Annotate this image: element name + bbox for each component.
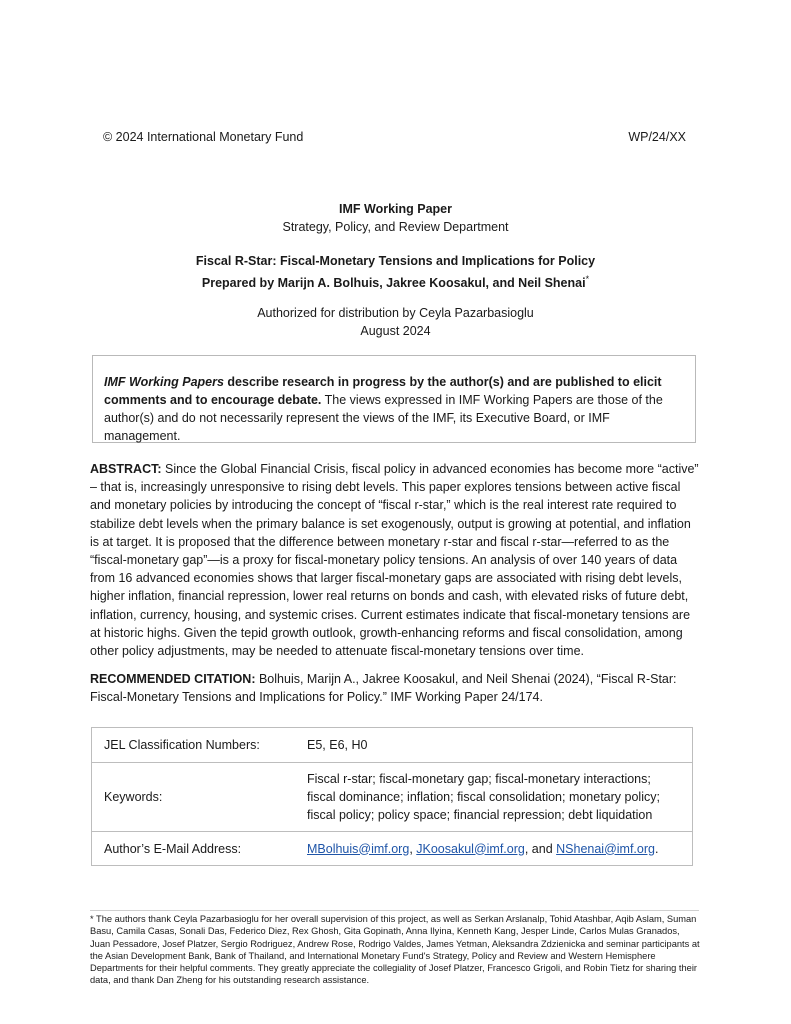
abstract bbox=[90, 460, 700, 660]
jel-row bbox=[92, 728, 693, 763]
publication-date: August 2024 bbox=[360, 324, 431, 338]
notice-text: The views expressed in IMF Working Papers are those of the author(s) and do not necessarily represent the views of the IMF, its Executive Board, or IMF management. bbox=[104, 393, 663, 443]
authorized-by: Authorized for distribution by Ceyla Pazarbasioglu bbox=[257, 306, 534, 320]
email-row bbox=[92, 832, 693, 866]
authors-line bbox=[0, 270, 791, 292]
footnote-divider bbox=[90, 910, 699, 911]
copyright-notice: © 2024 International Monetary Fund bbox=[103, 130, 304, 144]
recommended-citation bbox=[90, 670, 700, 706]
metadata-table bbox=[91, 727, 693, 866]
acknowledgement-footnote: * The authors thank Ceyla Pazarbasioglu for her overall supervision of this project, as well as Serkan Arslanalp, Tohid Atashbar, Aqib Aslam, Suman Basu, Camila Casas, Sonali Das, Federico Diez, Rex Ghosh, Gita Gopinath, Anna Ilyina, Kenneth Kang, Jesper Linde, Carlos Mulas Granados, Juan Pessadore, Josef Platzer, Sergio Rodriguez, Andrew Rose, Rodrigo Valdes, James Yetman, Aleksandra Zdzienicka and seminar participants at the Asian Development Bank, Bank of Thailand, and International Monetary Fund's Strategy, Policy and Review and Western Hemisphere Departments for their helpful comments. They greatly appreciate the collegiality of Josef Platzer, Francesco Grigoli, and Robin Tietz for sharing their data, and thank Dan Zheng for his outstanding research assistance. bbox=[90, 914, 700, 986]
keywords-label: Keywords: bbox=[92, 763, 295, 832]
keywords-row bbox=[92, 763, 693, 832]
email-sep-1: , bbox=[409, 841, 417, 856]
abstract-text: Since the Global Financial Crisis, fiscal policy in advanced economies has become more “active” – that is, increasingly unresponsive to rising debt levels. This paper explores tensions between active fiscal and monetary policies by introducing the concept of “fiscal r-star,” which is the real interest rate required to stabilize debt levels when the primary balance is set exogenously, output is growing at potential, and inflation is at target. It is proposed that the difference between monetary r-star and fiscal r-star—referred to as the “fiscal-monetary gap”—is a proxy for fiscal-monetary policy tensions. An analysis of over 140 years of data from 16 advanced economies shows that larger fiscal-monetary gaps are associated with rising debt levels, higher inflation, financial repression, lower real returns on bonds and cash, with elevated risks of future debt, inflation, currency, housing, and systemic crises. Current estimates indicate that fiscal-monetary tensions are at historic highs. Given the tepid growth outlook, growth-enhancing reforms and fiscal consolidation, among other policy adjustments, may be needed to attenuate fiscal-monetary tensions over time. bbox=[90, 462, 699, 659]
email-link-shenai[interactable]: NShenai@imf.org bbox=[556, 841, 655, 856]
footnote-mark: * bbox=[585, 274, 590, 284]
notice-bold: describe research in progress by the author(s) and are published to elicit comments and to encourage debate. bbox=[104, 375, 662, 407]
email-value bbox=[294, 832, 693, 866]
email-sep-2: , and bbox=[524, 841, 557, 856]
email-link-bolhuis[interactable]: MBolhuis@imf.org bbox=[307, 841, 410, 856]
paper-title: Fiscal R-Star: Fiscal-Monetary Tensions and Implications for Policy bbox=[195, 254, 596, 268]
disclaimer-box bbox=[92, 355, 696, 443]
citation-text: Bolhuis, Marijn A., Jakree Koosakul, and Neil Shenai (2024), “Fiscal R-Star: Fiscal-Monetary Tensions and Implications for Policy.” IMF Working Paper 24/174. bbox=[90, 672, 677, 705]
jel-label: JEL Classification Numbers: bbox=[92, 728, 295, 763]
department: Strategy, Policy, and Review Department bbox=[282, 220, 509, 234]
citation-label: RECOMMENDED CITATION: bbox=[90, 672, 256, 686]
series-title: IMF Working Paper bbox=[339, 202, 452, 216]
email-label: Author’s E-Mail Address: bbox=[92, 832, 295, 866]
jel-value: E5, E6, H0 bbox=[294, 728, 693, 763]
authors: Prepared by Marijn A. Bolhuis, Jakree Koosakul, and Neil Shenai bbox=[201, 276, 586, 291]
title-series-block bbox=[0, 200, 791, 236]
email-end: . bbox=[654, 841, 659, 856]
paper-number: WP/24/XX bbox=[628, 130, 686, 144]
notice-series: IMF Working Papers bbox=[104, 375, 224, 389]
email-link-koosakul[interactable]: JKoosakul@imf.org bbox=[416, 841, 525, 856]
keywords-value: Fiscal r-star; fiscal-monetary gap; fiscal-monetary interactions; fiscal dominance; inflation; fiscal consolidation; monetary policy; fiscal policy; policy space; financial repression; debt liquidation bbox=[294, 763, 693, 832]
title-authors-block bbox=[0, 252, 791, 292]
authorization-block bbox=[0, 304, 791, 340]
abstract-label: ABSTRACT: bbox=[90, 462, 162, 476]
